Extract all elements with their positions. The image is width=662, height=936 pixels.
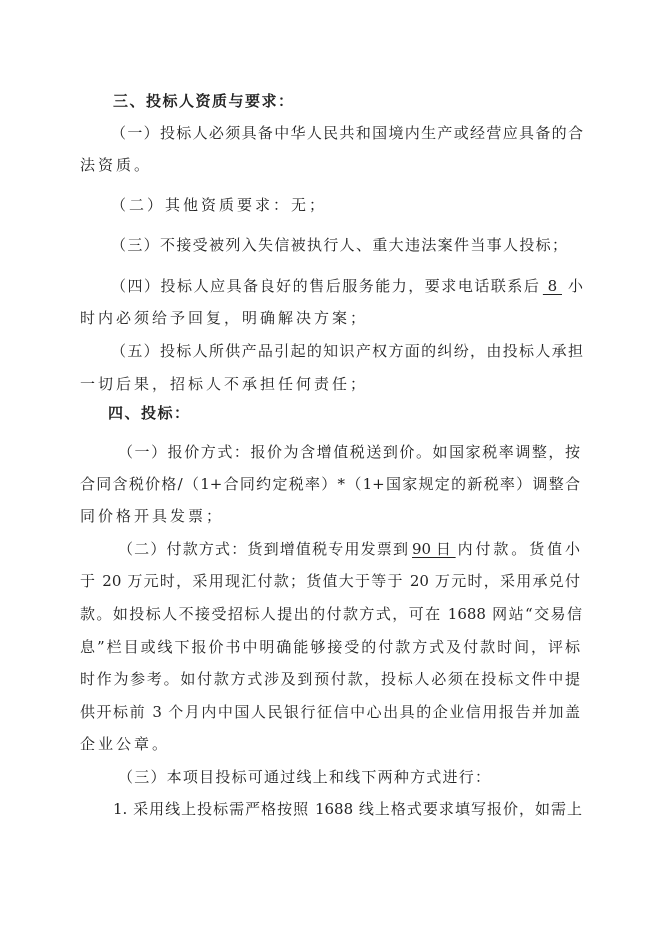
paragraph-line: （一）报价方式：报价为含增值税送到价。如国家税率调整，按 — [118, 443, 580, 461]
line-text: （二）付款方式：货到增值税专用发票到 — [118, 540, 408, 558]
paragraph-line: 合同含税价格/（1+合同约定税率）*（1+国家规定的新税率）调整合 — [80, 475, 580, 493]
paragraph-line: 时作为参考。如付款方式涉及到预付款，投标人必须在投标文件中提 — [80, 670, 580, 688]
payment-days-value: 90 日 — [412, 540, 456, 558]
paragraph-line: 企业公章。 — [80, 735, 171, 753]
paragraph-line: 一切后果，招标人不承担任何责任； — [80, 375, 369, 393]
paragraph-line: 息”栏目或线下报价书中明确能够接受的付款方式及付款时间，评标 — [80, 638, 580, 656]
paragraph-line: 于 20 万元时，采用现汇付款；货值大于等于 20 万元时，采用承兑付 — [80, 572, 580, 590]
paragraph-line: 供开标前 3 个月内中国人民银行征信中心出具的企业信用报告并加盖 — [80, 703, 580, 721]
line-text: 小 — [567, 277, 583, 295]
paragraph-line: （三）本项目投标可通过线上和线下两种方式进行： — [118, 768, 490, 786]
paragraph-line: （五）投标人所供产品引起的知识产权方面的纠纷，由投标人承担 — [111, 342, 583, 360]
paragraph-line: （三）不接受被列入失信被执行人、重大违法案件当事人投标； — [111, 236, 567, 254]
line-text: （四）投标人应具备良好的售后服务能力，要求电话联系后 — [111, 277, 539, 295]
line-text: 内付款。货值小 — [457, 540, 580, 558]
section-heading: 四、投标： — [108, 404, 191, 422]
paragraph-line: 1. 采用线上投标需严格按照 1688 线上格式要求填写报价，如需上 — [113, 800, 582, 818]
response-hours-value: 8 — [542, 277, 562, 295]
paragraph-line: 时内必须给予回复，明确解决方案； — [80, 309, 369, 327]
paragraph-line: （二）其他资质要求：无； — [111, 196, 328, 214]
paragraph-line — [111, 275, 583, 297]
paragraph-line: 法资质。 — [80, 156, 153, 174]
paragraph-line: 款。如投标人不接受招标人提出的付款方式，可在 1688 网站“交易信 — [80, 605, 582, 623]
paragraph-line: 同价格开具发票； — [80, 507, 225, 525]
paragraph-line: （一）投标人必须具备中华人民共和国境内生产或经营应具备的合 — [111, 124, 583, 142]
section-heading: 三、投标人资质与要求： — [113, 92, 295, 110]
paragraph-line — [118, 538, 580, 560]
